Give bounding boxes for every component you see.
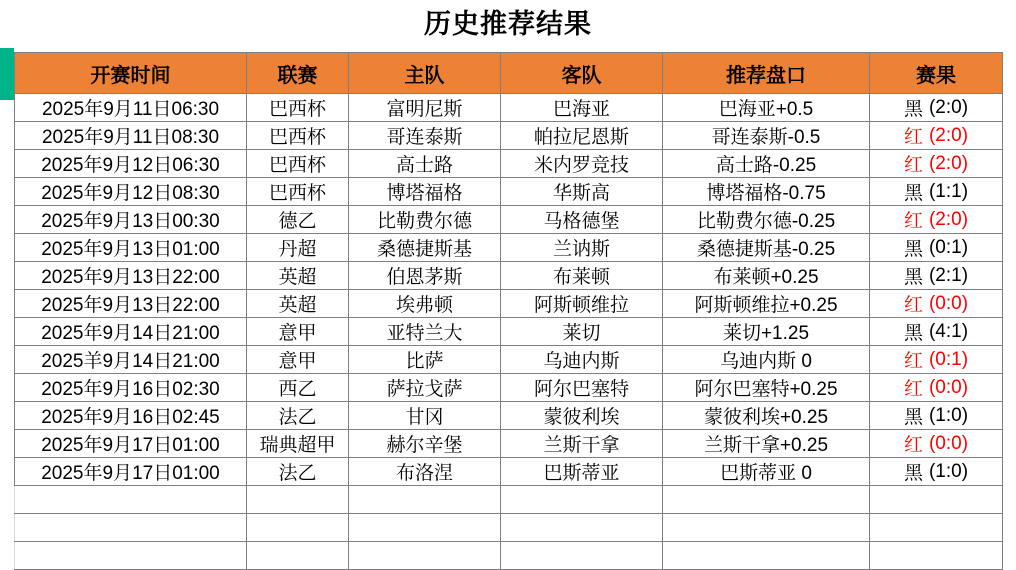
result-cell (870, 458, 1003, 486)
match-time-cell: 2025年9月13日22:00 (15, 262, 247, 290)
table-row (15, 318, 1003, 346)
result-mark: 红 (903, 435, 923, 456)
result-mark: 黑 (903, 99, 923, 120)
empty-cell (663, 486, 870, 514)
empty-row (15, 542, 1003, 570)
result-mark: 黑 (903, 463, 923, 484)
away-team-cell: 阿尔巴塞特 (501, 374, 663, 402)
home-team-cell: 布洛涅 (349, 458, 501, 486)
table-row (15, 402, 1003, 430)
empty-row (15, 486, 1003, 514)
league-cell: 巴西杯 (247, 122, 349, 150)
league-cell: 意甲 (247, 346, 349, 374)
table-body (15, 94, 1003, 570)
result-mark: 红 (903, 351, 923, 372)
recommended-handicap-cell: 博塔福格-0.75 (663, 178, 870, 206)
match-time-cell: 2025年9月17日01:00 (15, 458, 247, 486)
result-score: (4:1) (928, 320, 969, 342)
result-cell (870, 94, 1003, 122)
recommended-handicap-cell: 阿斯顿维拉+0.25 (663, 290, 870, 318)
recommended-handicap-cell: 莱切+1.25 (663, 318, 870, 346)
result-score: (1:0) (928, 404, 969, 426)
column-header-away: 客队 (501, 53, 663, 94)
result-score: (0:0) (928, 432, 969, 454)
result-cell (870, 178, 1003, 206)
match-time-cell: 2025年9月14日21:00 (15, 318, 247, 346)
league-cell: 瑞典超甲 (247, 430, 349, 458)
result-cell (870, 206, 1003, 234)
home-team-cell: 比勒费尔德 (349, 206, 501, 234)
result-mark: 黑 (903, 267, 923, 288)
home-team-cell: 甘冈 (349, 402, 501, 430)
empty-cell (663, 514, 870, 542)
league-cell: 英超 (247, 290, 349, 318)
home-team-cell: 高士路 (349, 150, 501, 178)
recommended-handicap-cell: 桑德捷斯基-0.25 (663, 234, 870, 262)
recommended-handicap-cell: 巴斯蒂亚 0 (663, 458, 870, 486)
result-score: (1:0) (928, 460, 969, 482)
match-time-cell: 2025年9月13日22:00 (15, 290, 247, 318)
column-header-pick: 推荐盘口 (663, 53, 870, 94)
match-time-cell: 2025年9月11日06:30 (15, 94, 247, 122)
empty-cell (870, 486, 1003, 514)
result-score: (2:0) (928, 152, 969, 174)
result-cell (870, 150, 1003, 178)
table-row (15, 458, 1003, 486)
recommended-handicap-cell: 兰斯干拿+0.25 (663, 430, 870, 458)
table-row (15, 94, 1003, 122)
empty-cell (247, 486, 349, 514)
league-cell: 巴西杯 (247, 178, 349, 206)
result-mark: 红 (903, 379, 923, 400)
recommended-handicap-cell: 高士路-0.25 (663, 150, 870, 178)
page-title: 历史推荐结果 (424, 9, 592, 39)
away-team-cell: 蒙彼利埃 (501, 402, 663, 430)
result-cell (870, 374, 1003, 402)
empty-cell (247, 514, 349, 542)
empty-cell (349, 542, 501, 570)
results-table (14, 52, 1003, 570)
result-cell (870, 346, 1003, 374)
empty-row (15, 514, 1003, 542)
result-cell (870, 430, 1003, 458)
recommended-handicap-cell: 巴海亚+0.5 (663, 94, 870, 122)
match-time-cell: 2025年9月12日08:30 (15, 178, 247, 206)
empty-cell (247, 542, 349, 570)
table-row (15, 150, 1003, 178)
result-mark: 红 (903, 155, 923, 176)
result-cell (870, 402, 1003, 430)
result-mark: 红 (903, 295, 923, 316)
away-team-cell: 马格德堡 (501, 206, 663, 234)
match-time-cell: 2025年9月11日08:30 (15, 122, 247, 150)
result-score: (0:1) (928, 348, 969, 370)
away-team-cell: 帕拉尼恩斯 (501, 122, 663, 150)
home-team-cell: 博塔福格 (349, 178, 501, 206)
recommended-handicap-cell: 乌迪内斯 0 (663, 346, 870, 374)
table-row (15, 430, 1003, 458)
empty-cell (15, 486, 247, 514)
recommended-handicap-cell: 蒙彼利埃+0.25 (663, 402, 870, 430)
result-score: (2:0) (928, 208, 969, 230)
home-team-cell: 桑德捷斯基 (349, 234, 501, 262)
away-team-cell: 莱切 (501, 318, 663, 346)
home-team-cell: 富明尼斯 (349, 94, 501, 122)
table-row (15, 290, 1003, 318)
league-cell: 法乙 (247, 402, 349, 430)
empty-cell (501, 486, 663, 514)
result-mark: 黑 (903, 183, 923, 204)
result-cell (870, 262, 1003, 290)
recommended-handicap-cell: 比勒费尔德-0.25 (663, 206, 870, 234)
away-team-cell: 米内罗竞技 (501, 150, 663, 178)
league-cell: 巴西杯 (247, 150, 349, 178)
home-team-cell: 萨拉戈萨 (349, 374, 501, 402)
away-team-cell: 布莱顿 (501, 262, 663, 290)
away-team-cell: 华斯高 (501, 178, 663, 206)
result-score: (0:0) (928, 292, 969, 314)
league-cell: 德乙 (247, 206, 349, 234)
match-time-cell: 2025年9月17日01:00 (15, 430, 247, 458)
column-header-time: 开赛时间 (15, 53, 247, 94)
result-mark: 黑 (903, 323, 923, 344)
away-team-cell: 兰讷斯 (501, 234, 663, 262)
home-team-cell: 埃弗顿 (349, 290, 501, 318)
empty-cell (349, 486, 501, 514)
result-mark: 黑 (903, 407, 923, 428)
result-score: (2:0) (928, 124, 969, 146)
away-team-cell: 巴海亚 (501, 94, 663, 122)
table-row (15, 374, 1003, 402)
result-cell (870, 122, 1003, 150)
home-team-cell: 赫尔辛堡 (349, 430, 501, 458)
table-row (15, 178, 1003, 206)
empty-cell (349, 514, 501, 542)
away-team-cell: 乌迪内斯 (501, 346, 663, 374)
empty-cell (15, 542, 247, 570)
table-header-row (15, 53, 1003, 94)
empty-cell (870, 514, 1003, 542)
match-time-cell: 2025年9月13日01:00 (15, 234, 247, 262)
home-team-cell: 亚特兰大 (349, 318, 501, 346)
accent-bar (0, 48, 14, 100)
home-team-cell: 哥连泰斯 (349, 122, 501, 150)
home-team-cell: 伯恩茅斯 (349, 262, 501, 290)
result-mark: 黑 (903, 239, 923, 260)
column-header-league: 联赛 (247, 53, 349, 94)
empty-cell (663, 542, 870, 570)
result-cell (870, 290, 1003, 318)
table-row (15, 122, 1003, 150)
table-row (15, 206, 1003, 234)
league-cell: 法乙 (247, 458, 349, 486)
table-row (15, 262, 1003, 290)
result-score: (2:1) (928, 264, 969, 286)
league-cell: 丹超 (247, 234, 349, 262)
result-score: (1:1) (928, 180, 969, 202)
empty-cell (501, 514, 663, 542)
column-header-home: 主队 (349, 53, 501, 94)
empty-cell (15, 514, 247, 542)
league-cell: 英超 (247, 262, 349, 290)
result-cell (870, 318, 1003, 346)
away-team-cell: 巴斯蒂亚 (501, 458, 663, 486)
result-score: (0:0) (928, 376, 969, 398)
result-score: (0:1) (928, 236, 969, 258)
league-cell: 巴西杯 (247, 94, 349, 122)
empty-cell (501, 542, 663, 570)
match-time-cell: 2025年9月16日02:45 (15, 402, 247, 430)
recommended-handicap-cell: 布莱顿+0.25 (663, 262, 870, 290)
match-time-cell: 2025年9月16日02:30 (15, 374, 247, 402)
league-cell: 西乙 (247, 374, 349, 402)
result-score: (2:0) (928, 96, 969, 118)
league-cell: 意甲 (247, 318, 349, 346)
empty-cell (870, 542, 1003, 570)
result-cell (870, 234, 1003, 262)
results-table-wrapper (14, 52, 1003, 570)
table-row (15, 346, 1003, 374)
column-header-result: 赛果 (870, 53, 1003, 94)
recommended-handicap-cell: 阿尔巴塞特+0.25 (663, 374, 870, 402)
away-team-cell: 兰斯干拿 (501, 430, 663, 458)
match-time-cell: 2025羊9月14日21:00 (15, 346, 247, 374)
result-mark: 红 (903, 211, 923, 232)
recommended-handicap-cell: 哥连泰斯-0.5 (663, 122, 870, 150)
home-team-cell: 比萨 (349, 346, 501, 374)
table-row (15, 234, 1003, 262)
match-time-cell: 2025年9月13日00:30 (15, 206, 247, 234)
result-mark: 红 (903, 127, 923, 148)
match-time-cell: 2025年9月12日06:30 (15, 150, 247, 178)
away-team-cell: 阿斯顿维拉 (501, 290, 663, 318)
